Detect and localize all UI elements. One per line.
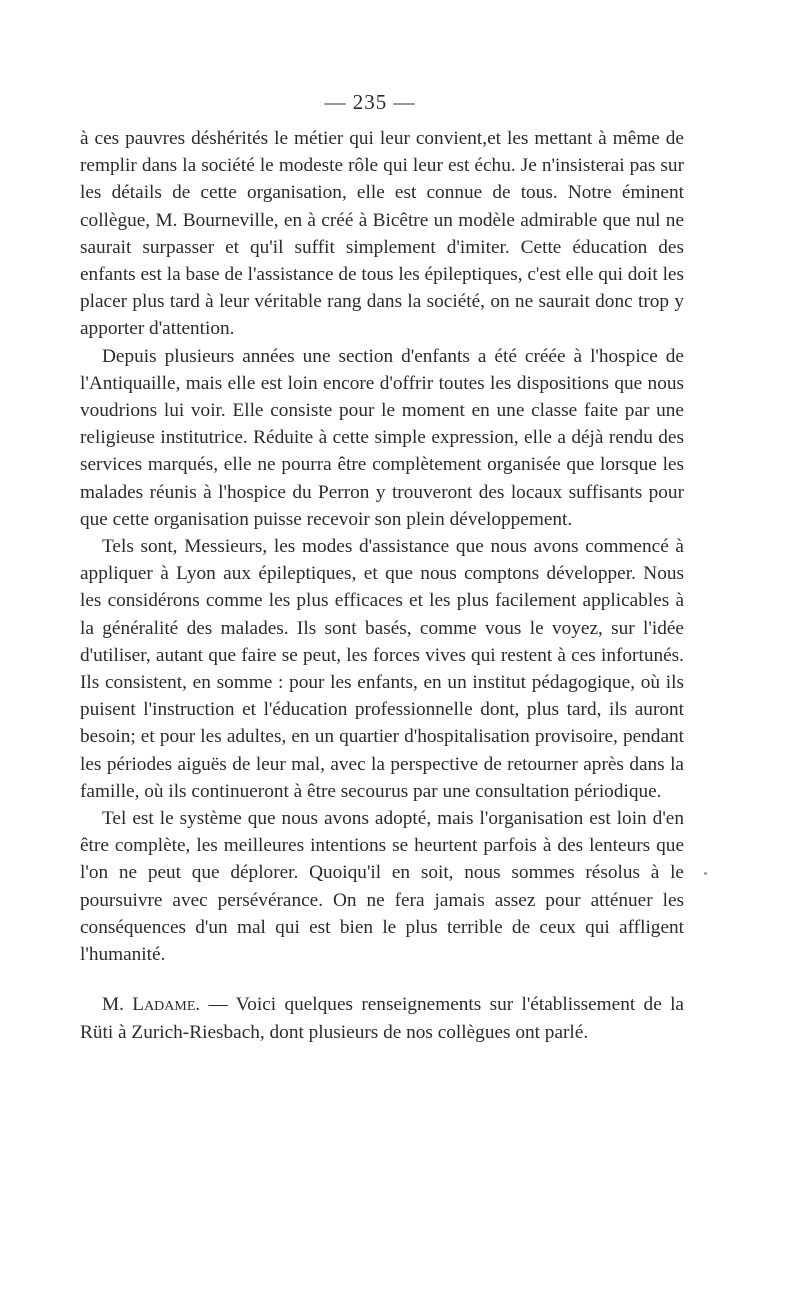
speaker-text: — Voici quelques renseignements sur l'établissement de la Rüti à Zurich-Riesbach, dont plusieurs de nos collègues ont parlé. [80, 994, 684, 1043]
paragraph-3: Tels sont, Messieurs, les modes d'assistance que nous avons commencé à appliquer à Lyon aux épileptiques, et que nous comptons développer. Nous les considérons comme les plus efficaces et les plus facilement applicables à la généralité des malades. Ils sont basés, comme vous le voyez, sur l'idée d'utiliser, autant que faire se peut, les forces vives qui restent à ces infortunés. Ils consistent, en somme : pour les enfants, en un institut pédagogique, où ils puisent l'instruction et l'éducation professionnelle dont, plus tard, ils auront besoin; et pour les adultes, en un quartier d'hospitalisation provisoire, pendant les périodes aiguës de leur mal, avec la perspective de retourner après dans la famille, où ils continueront à être secourus par une consultation périodique. [80, 536, 684, 802]
paragraph-1: à ces pauvres déshérités le métier qui leur convient,et les mettant à même de remplir dans la société le modeste rôle qui leur est échu. Je n'insisterai pas sur les détails de cette organisation, elle est connue de tous. Notre éminent collègue, M. Bourneville, en à créé à Bicêtre un modèle admirable que nul ne saurait surpasser et qu'il suffit simplement d'imiter. Cette éducation des enfants est la base de l'assistance de tous les épileptiques, c'est elle qui doit les placer plus tard à leur véritable rang dans la société, on ne saurait donc trop y apporter d'attention. [80, 128, 684, 340]
page-number: — 235 — [324, 90, 416, 114]
paragraph-5 [80, 991, 684, 1045]
body-text [80, 125, 684, 1046]
speaker-name: M. Ladame. [102, 994, 201, 1016]
ink-speck [704, 872, 707, 875]
paragraph-2: Depuis plusieurs années une section d'enfants a été créée à l'hospice de l'Antiquaille, mais elle est loin encore d'offrir toutes les dispositions que nous voudrions lui voir. Elle consiste pour le moment en une classe faite par une religieuse institutrice. Réduite à cette simple expression, elle a déjà rendu des services marqués, elle ne pourra être complètement organisée que lorsque les malades réunis à l'hospice du Perron y trouveront des locaux suffisants pour que cette organisation puisse recevoir son plein développement. [80, 345, 684, 530]
paragraph-4: Tel est le système que nous avons adopté, mais l'organisation est loin d'en être complète, les meilleures intentions se heurtent parfois à des lenteurs que l'on ne peut que déplorer. Quoiqu'il en soit, nous sommes résolus à le poursuivre avec persévérance. On ne fera jamais assez pour atténuer les conséquences d'un mal qui est bien le plus terrible de ceux qui affligent l'humanité. [80, 808, 684, 966]
